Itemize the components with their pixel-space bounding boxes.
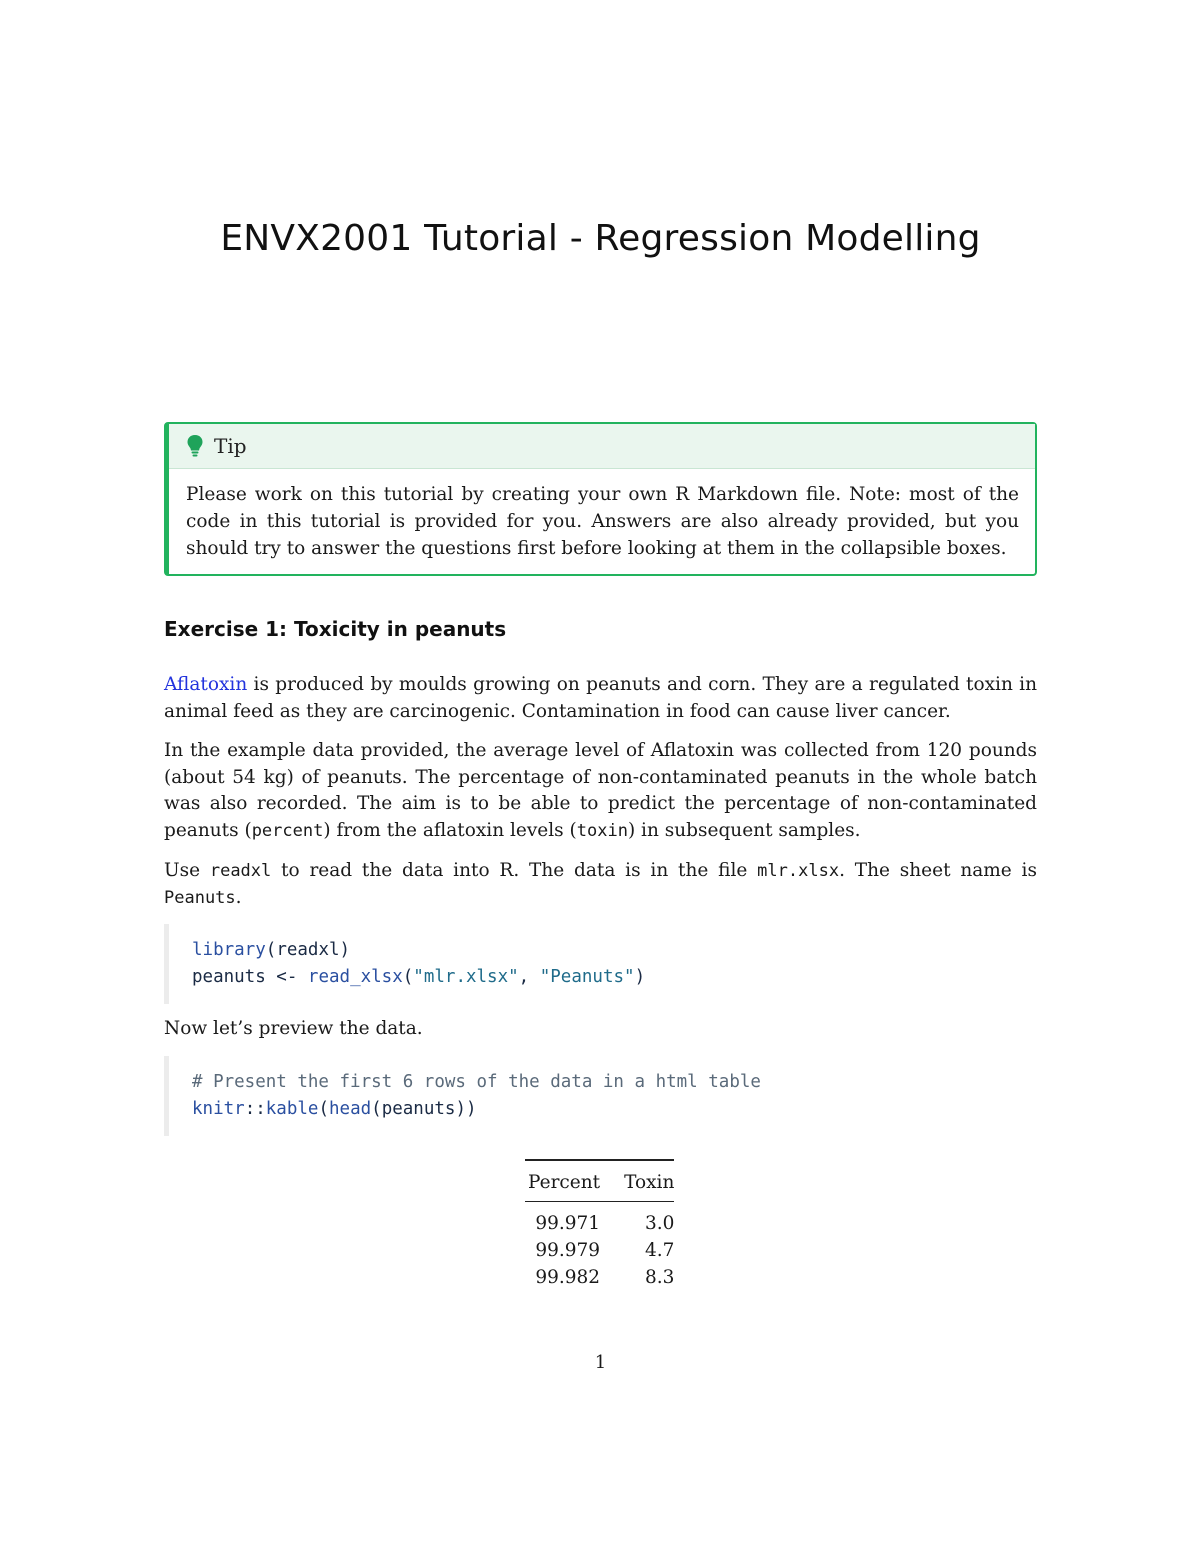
paragraph-preview: Now let’s preview the data. [164,1018,423,1039]
tip-callout-header [169,424,1035,469]
inline-code-sheetname: Peanuts [164,887,236,908]
code-token: ) [339,940,351,960]
table-row [525,1264,674,1291]
code-token: library [192,940,266,960]
code-token: read_xlsx [307,967,403,987]
code-token: <- [265,967,308,987]
paragraph-text: to read the data into R. The data is in the file [271,860,758,881]
code-token: peanuts [192,967,266,987]
code-token: readxl [276,940,340,960]
inline-code-readxl: readxl [209,861,272,881]
paragraph-readxl [164,858,1037,911]
column-header-toxin: Toxin [624,1171,675,1193]
paragraph-text: Use [164,860,210,881]
code-token: peanuts [381,1099,456,1119]
paragraph-text: . [235,886,242,908]
paragraph-text: is produced by moulds growing on peanuts and corn. They are a regulated toxin in animal feed as they are carcinogenic. Contamination in food can cause liver cancer. [164,674,1037,722]
table-cell: 99.979 [535,1240,601,1261]
code-token: kable [265,1099,319,1119]
code-token: knitr [192,1099,245,1119]
inline-code-toxin: toxin [576,820,628,841]
code-token: ( [402,967,414,987]
table-cell: 4.7 [644,1240,675,1261]
column-header-percent: Percent [528,1171,601,1193]
tip-callout-label: Tip [214,434,247,458]
code-token: ) [634,967,646,987]
page-title: ENVX2001 Tutorial - Regression Modelling [220,218,981,259]
code-block-preview [164,1056,1037,1136]
section-heading: Exercise 1: Toxicity in peanuts [164,617,507,641]
table-row [525,1202,674,1238]
tip-callout [164,422,1037,576]
paragraph-aflatoxin [164,672,1037,725]
code-token: head [329,1099,372,1119]
code-token: , [518,967,540,987]
code-comment: # Present the first 6 rows of the data in a html table [192,1072,761,1092]
code-token: "Peanuts" [539,967,635,987]
paragraph-text: In the example data provided, the average level of Aflatoxin was collected from 120 pounds (about 54 kg) of peanuts. The percentage of non-contaminated peanuts in the whole batch was also recorded. The aim is to be able to predict the percentage of non-contaminated peanuts ( [164,740,1037,841]
inline-code-filename: mlr.xlsx [757,861,840,881]
paragraph-text: ) from the aflatoxin levels ( [323,819,577,841]
code-token: )) [455,1099,477,1119]
data-table [525,1159,674,1291]
table-header-row [525,1160,674,1202]
paragraph-text: ) in subsequent samples. [627,819,861,841]
lightbulb-icon [186,434,204,458]
tip-callout-text: Please work on this tutorial by creating your own R Markdown file. Note: most of the code in this tutorial is provided for you. Answers are also already provided, but you should try to answer the questions first before looking at them in the collapsible boxes. [186,484,1019,559]
code-token: "mlr.xlsx" [413,967,519,987]
paragraph-text: . The sheet name is [839,860,1037,881]
table-cell: 8.3 [644,1267,675,1288]
table-cell: 99.971 [535,1213,601,1234]
code-token: ( [318,1099,329,1119]
code-block-read-data [164,924,1037,1004]
page-number: 1 [594,1352,607,1373]
table-row [525,1237,674,1264]
code-token: :: [244,1099,266,1119]
aflatoxin-link[interactable]: Aflatoxin [164,674,248,695]
paragraph-example-data [164,738,1037,844]
table-cell: 3.0 [644,1213,675,1234]
code-token: ( [265,940,277,960]
table-cell: 99.982 [535,1267,601,1288]
inline-code-percent: percent [251,820,324,841]
code-token: ( [371,1099,382,1119]
